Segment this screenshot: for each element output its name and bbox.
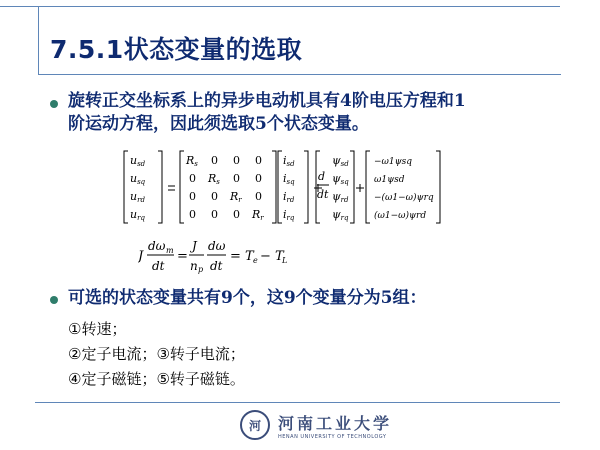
matrix-u-0: usd [130,154,146,168]
matrix-i-3: irq [283,208,295,222]
svg-text:n: n [190,259,198,273]
matrix-r-0-1: 0 [211,154,218,167]
voltage-matrix-equation [118,148,448,226]
svg-text:e: e [253,256,258,265]
matrix-u-3: urq [130,208,145,222]
svg-text:dt: dt [152,259,165,273]
svg-text:dt: dt [210,259,223,273]
group-item-1: ①转速； [68,320,127,338]
matrix-r-1-1: Rs [208,172,220,186]
university-logo [240,410,392,440]
matrix-r-2-0: 0 [189,190,196,203]
matrix-psi-2: ψrd [332,190,349,204]
svg-text:dω: dω [208,239,226,253]
group-item-3: ④定子磁链；⑤转子磁链。 [68,370,245,388]
logo-english-name: HENAN UNIVERSITY OF TECHNOLOGY [278,433,387,440]
matrix-i-1: isq [283,172,295,186]
svg-text:J: J [192,239,197,253]
svg-text:= T: = T [230,249,254,264]
matrix-u-2: urd [130,190,145,204]
logo-chinese-name: 河南工业大学 [278,413,393,433]
footer-rule [35,402,560,403]
matrix-r-1-0: 0 [189,172,196,185]
svg-text:=: = [177,249,188,264]
matrix-r-2-2: Rr [230,190,242,204]
matrix-i-0: isd [283,154,295,168]
svg-text:L: L [282,256,288,265]
matrix-r-0-3: 0 [255,154,262,167]
bullet-1-line-1: 旋转正交坐标系上的异步电动机具有4阶电压方程和1 [68,91,466,111]
matrix-r-2-1: 0 [211,190,218,203]
svg-text:m: m [166,246,174,255]
bullet-dot-2 [50,296,58,304]
bullet-1-line-2: 阶运动方程，因此须选取5个状态变量。 [68,114,369,134]
matrix-r-0-2: 0 [233,154,240,167]
bullet-dot-1 [50,100,58,108]
bullet-2-line-1: 可选的状态变量共有9个，这9个变量分为5组： [68,288,427,308]
matrix-rhs-2: −(ω1−ω)ψrq [374,193,434,203]
matrix-r-3-1: 0 [211,208,218,221]
logo-text [278,411,392,440]
university-seal-icon: 河 [240,410,270,440]
svg-text:p: p [198,265,204,274]
motion-equation [138,234,328,278]
matrix-r-0-0: Rs [186,154,198,168]
slide-title: 7.5.1状态变量的选取 [50,35,303,64]
group-item-2: ②定子电流；③转子电流； [68,345,245,363]
matrix-i-2: ird [283,190,295,204]
matrix-rhs-3: (ω1−ω)ψrd [374,211,427,221]
svg-text:dω: dω [148,239,166,253]
matrix-r-1-2: 0 [233,172,240,185]
matrix-psi-0: ψsd [332,154,349,168]
matrix-r-2-3: 0 [255,190,262,203]
matrix-r-3-3: Rr [252,208,264,222]
ddt-dt: dt [317,188,329,201]
matrix-r-3-2: 0 [233,208,240,221]
matrix-psi-1: ψsq [332,172,349,186]
matrix-r-3-0: 0 [189,208,196,221]
matrix-rhs-0: −ω1ψsq [374,157,413,167]
matrix-u-1: usq [130,172,146,186]
matrix-psi-3: ψrq [332,208,349,222]
svg-text:− T: − T [260,249,284,264]
svg-text:J: J [138,249,144,264]
matrix-rhs-1: ω1ψsd [374,175,405,185]
ddt-d: d [318,170,326,183]
matrix-r-1-3: 0 [255,172,262,185]
